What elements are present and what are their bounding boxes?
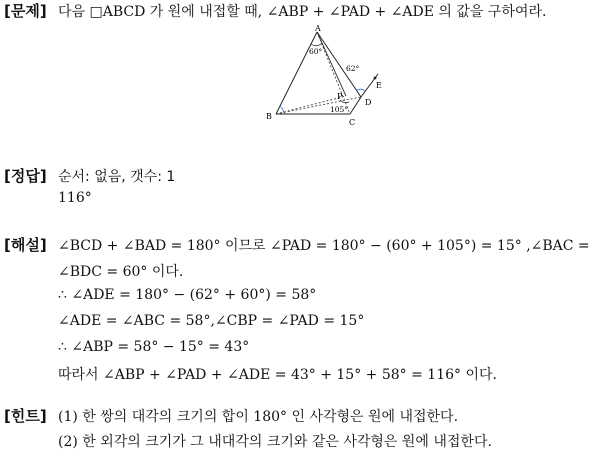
- label-c: C: [349, 118, 356, 127]
- label-a: A: [315, 24, 321, 33]
- label-d: D: [365, 98, 372, 107]
- solution-line: ∠ADE = ∠ABC = 58°,∠CBP = ∠PAD = 15°: [58, 313, 365, 329]
- solution-line: ∠BDC = 60° 이다.: [58, 264, 184, 280]
- segment-ap: [317, 32, 346, 96]
- problem-text: 다음 □ABCD 가 원에 내접할 때, ∠ABP + ∠PAD + ∠ADE 의 값을 구하여라.: [58, 4, 547, 20]
- hint-line: (2) 한 외각의 크기가 그 내대각의 크기와 같은 사각형은 원에 내접한다.: [58, 434, 492, 450]
- solution-line: ∴ ∠ABP = 58° − 15° = 43°: [58, 339, 250, 355]
- angle-arc-d: [357, 89, 365, 91]
- hint-line: (1) 한 쌍의 대각의 크기의 합이 180° 인 사각형은 원에 내접한다.: [58, 409, 459, 425]
- label-p: P: [337, 92, 343, 101]
- dashed-bd: [276, 97, 361, 114]
- solution-tag: [해설]: [4, 236, 47, 254]
- answer-value: 116°: [58, 190, 92, 206]
- point-e: [374, 77, 377, 80]
- solution-line: ∴ ∠ADE = 180° − (62° + 60°) = 58°: [58, 287, 317, 303]
- angle-arc-a: [311, 43, 322, 46]
- angle-label-d: 62°: [346, 64, 360, 73]
- geometry-figure: [262, 24, 392, 134]
- problem-tag: [문제]: [4, 2, 47, 20]
- side-cd: [350, 97, 361, 114]
- solution-line: ∠BCD + ∠BAD = 180° 이므로 ∠PAD = 180° − (60° + 105°) = 15° ,∠BAC =: [58, 238, 590, 254]
- answer-tag: [정답]: [4, 167, 47, 185]
- label-e: E: [376, 81, 382, 90]
- angle-label-p: 105°: [330, 105, 349, 114]
- label-b: B: [266, 112, 272, 121]
- hint-tag: [힌트]: [4, 407, 47, 425]
- solution-line: 따라서 ∠ABP + ∠PAD + ∠ADE = 43° + 15° + 58° = 116° 이다.: [58, 367, 497, 383]
- angle-label-a: 60°: [309, 47, 323, 56]
- answer-meta: 순서: 없음, 갯수: 1: [58, 169, 176, 185]
